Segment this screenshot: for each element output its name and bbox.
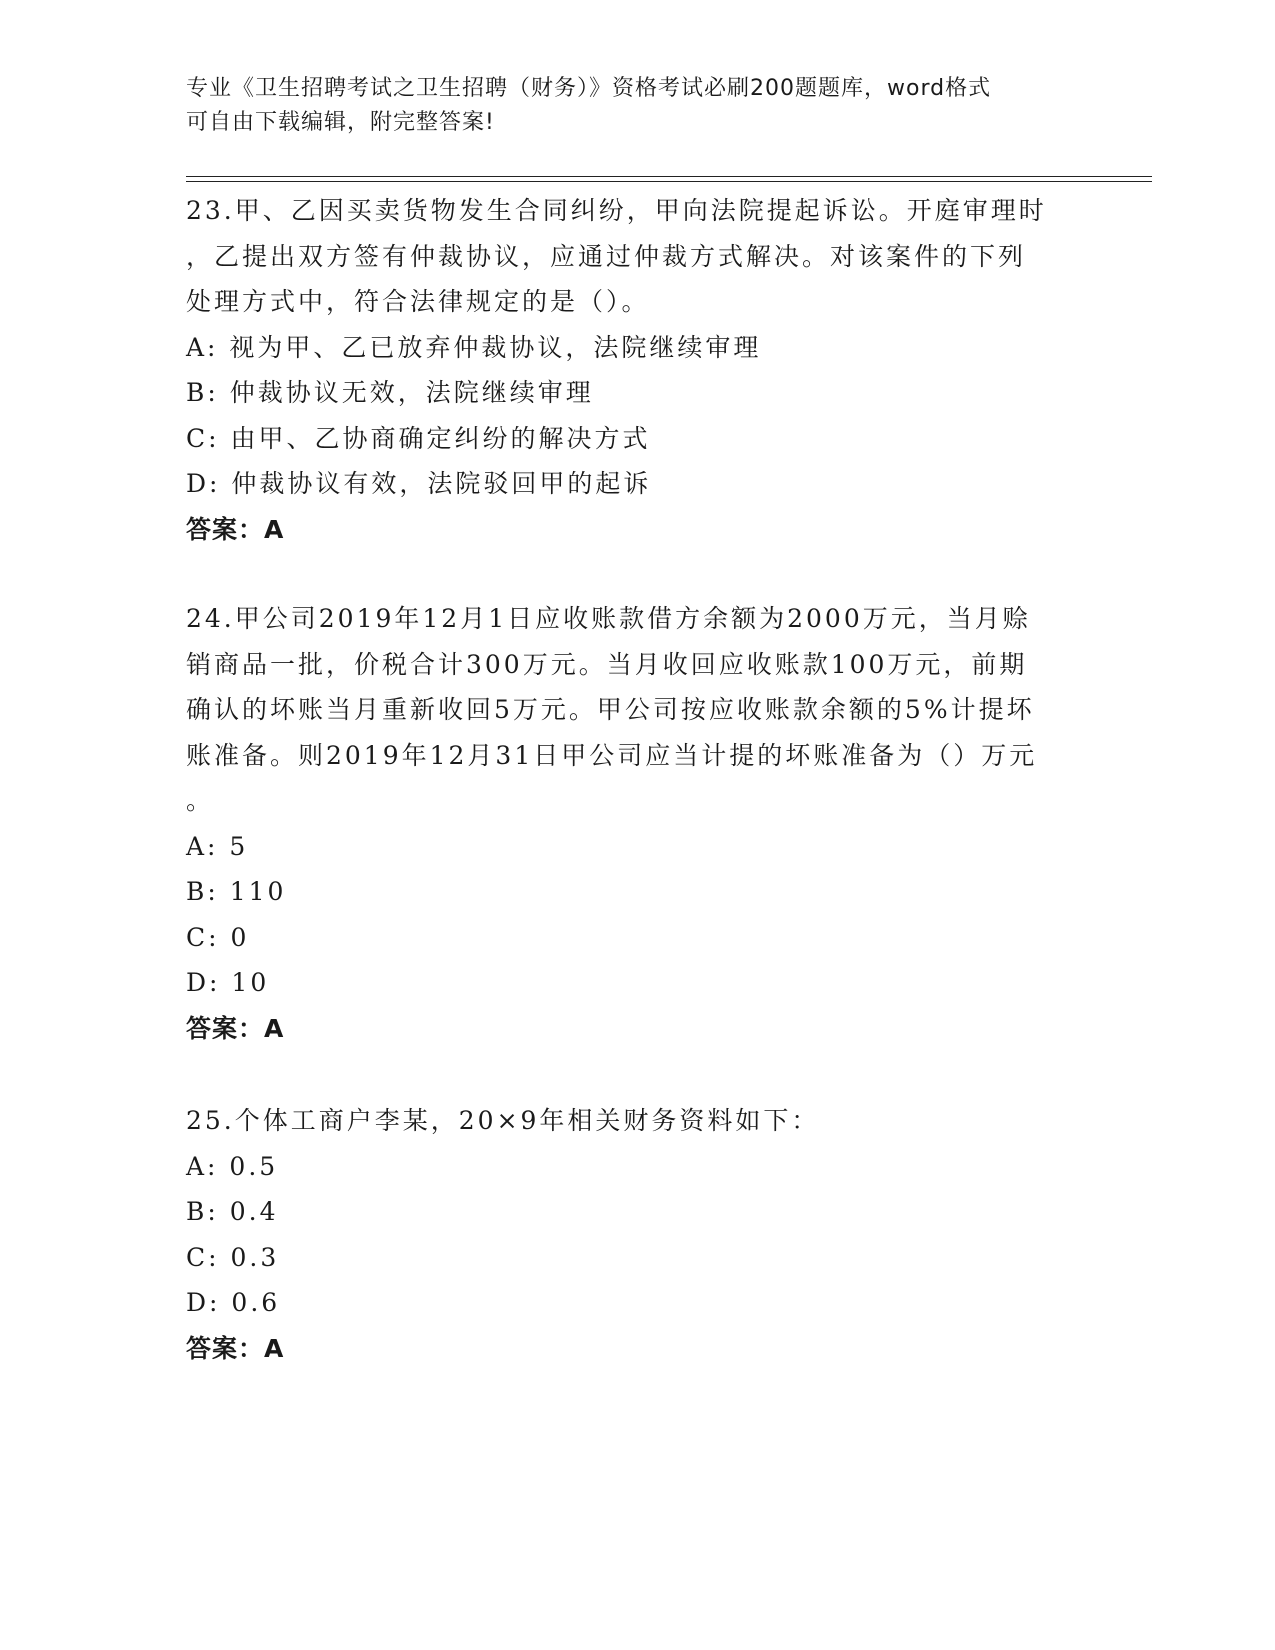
option-a: A: 0.5 [186,1151,279,1181]
question-25 [186,1098,1086,1371]
question-text-line: 25.个体工商户李某，20×9年相关财务资料如下： [186,1106,820,1135]
header-divider-top [186,176,1152,177]
header-divider-bottom [186,181,1152,182]
header-title-line-2: 可自由下载编辑，附完整答案! [186,110,495,135]
question-text-line: 确认的坏账当月重新收回5万元。甲公司按应收账款余额的5%计提坏 [186,695,1035,724]
option-a: A: 5 [186,831,249,861]
option-c: C: 由甲、乙协商确定纠纷的解决方式 [186,423,651,453]
option-b: B: 0.4 [186,1197,279,1226]
option-b: B: 仲裁协议无效，法院继续审理 [186,378,594,407]
question-text-line: 账准备。则2019年12月31日甲公司应当计提的坏账准备为（）万元 [186,740,1038,770]
option-a: A: 视为甲、乙已放弃仲裁协议，法院继续审理 [186,332,762,362]
answer-label: 答案：A [186,1013,285,1043]
question-23 [186,188,1086,552]
option-b: B: 110 [186,877,287,906]
question-text-line: 。 [186,786,215,815]
question-text-line: 销商品一批，价税合计300万元。当月收回应收账款100万元，前期 [186,649,1028,679]
option-d: D: 仲裁协议有效，法院驳回甲的起诉 [186,469,652,498]
document-header [186,72,1086,140]
option-d: D: 0.6 [186,1288,281,1317]
option-d: D: 10 [186,968,270,997]
question-text-line: ，乙提出双方签有仲裁协议，应通过仲裁方式解决。对该案件的下列 [186,241,1027,271]
question-text-line: 24.甲公司2019年12月1日应收账款借方余额为2000万元，当月赊 [186,604,1031,633]
question-24 [186,596,1086,1051]
question-text-line: 处理方式中，符合法律规定的是（）。 [186,287,650,316]
answer-label: 答案：A [186,1333,285,1363]
answer-label: 答案：A [186,514,285,544]
option-c: C: 0.3 [186,1242,280,1272]
option-c: C: 0 [186,922,250,952]
header-title-line-1: 专业《卫生招聘考试之卫生招聘（财务）》资格考试必刷200题题库，word格式 [186,76,992,101]
question-text-line: 23.甲、乙因买卖货物发生合同纠纷，甲向法院提起诉讼。开庭审理时 [186,196,1047,225]
